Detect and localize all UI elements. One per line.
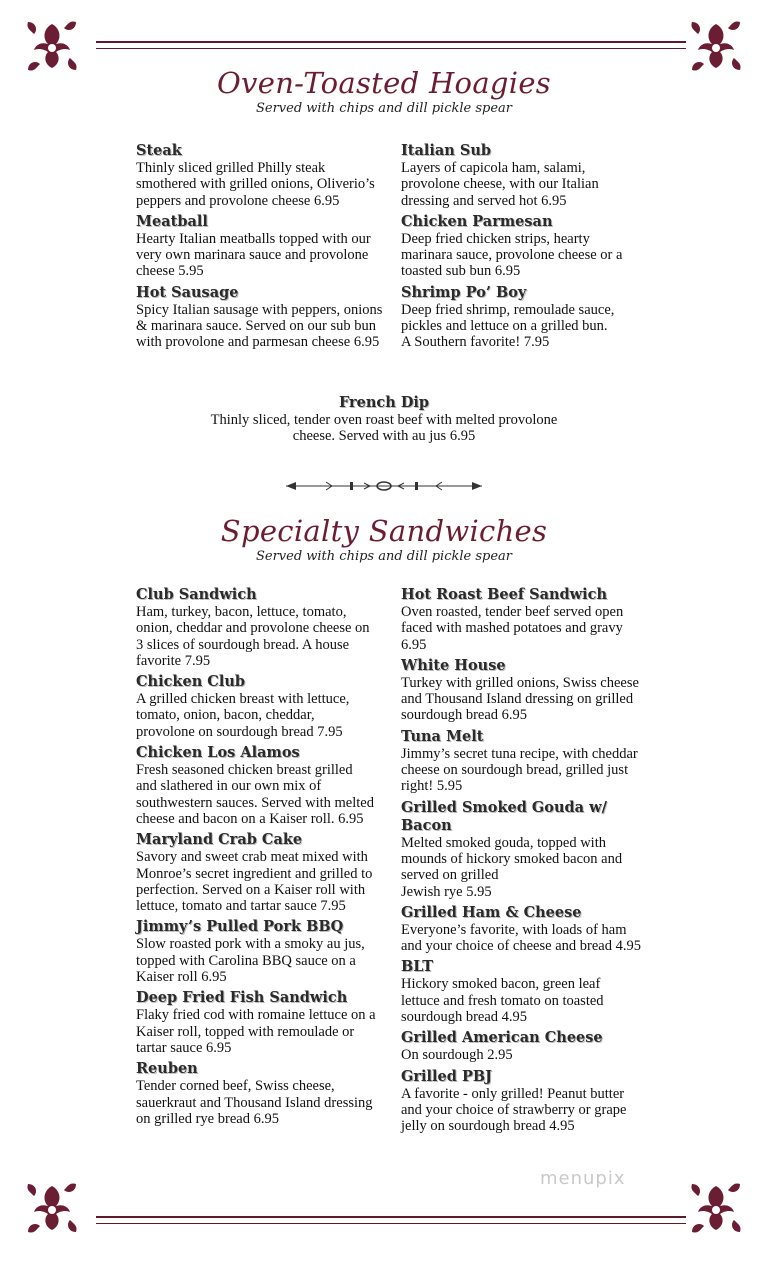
item-description: Jimmy’s secret tuna recipe, with cheddar cheese on sourdough bread, grilled just right! 5.95 (401, 745, 638, 795)
menu-item (136, 213, 386, 280)
item-name: Shrimp Po’ Boy (401, 283, 527, 301)
item-name: Hot Sausage (136, 283, 239, 301)
item-description: Hearty Italian meatballs topped with our very own marinara sauce and provolone cheese 5.95 (136, 230, 371, 280)
item-name: Jimmy’s Pulled Pork BBQ (136, 918, 344, 936)
item-name: Grilled Ham & Cheese (401, 903, 582, 921)
item-name: BLT (401, 958, 434, 976)
top-border-rule (96, 41, 686, 49)
item-description: Savory and sweet crab meat mixed with Monroe’s secret ingredient and grilled to perfection. Served on a Kaiser roll with lettuce, tomato and tartar sauce 7.95 (136, 849, 373, 915)
menu-item (401, 284, 641, 351)
item-name: Reuben (136, 1060, 198, 1078)
item-description: Everyone’s favorite, with loads of ham and your choice of cheese and bread 4.95 (401, 921, 641, 955)
menu-item (136, 989, 376, 1056)
menu-item (401, 1068, 641, 1135)
specialty-right-column (401, 586, 641, 1139)
item-description: Layers of capicola ham, salami, provolone cheese, with our Italian dressing and served hot 6.95 (401, 160, 599, 209)
item-description: On sourdough 2.95 (401, 1047, 513, 1064)
menu-item (401, 142, 641, 209)
menu-item (136, 918, 376, 985)
hoagies-left-column (136, 142, 386, 355)
item-description: Flaky fried cod with romaine lettuce on a Kaiser roll, topped with remoulade or tartar sauce 6.95 (136, 1007, 376, 1056)
item-name: Deep Fried Fish Sandwich (136, 989, 348, 1007)
item-description: Ham, turkey, bacon, lettuce, tomato, onion, cheddar and provolone cheese on 3 slices of sourdough bread. A house favorite 7.95 (136, 604, 370, 669)
item-description: Slow roasted pork with a smoky au jus, topped with Carolina BBQ sauce on a Kaiser roll 6.95 (136, 936, 365, 986)
item-description: Hickory smoked bacon, green leaf lettuce and fresh tomato on toasted sourdough bread 4.95 (401, 976, 604, 1026)
menu-item (401, 586, 641, 653)
menu-item (401, 799, 641, 900)
item-description: Tender corned beef, Swiss cheese, sauerkraut and Thousand Island dressing on grilled rye bread 6.95 (136, 1078, 373, 1127)
item-description: Melted smoked gouda, topped with mounds of hickory smoked bacon and served on grilled Jewish rye 5.95 (401, 834, 623, 900)
item-name: Steak (136, 142, 182, 159)
item-name: Chicken Club (136, 673, 246, 691)
menu-item (136, 586, 376, 669)
item-name: Chicken Los Alamos (136, 744, 300, 762)
hoagies-right-column (401, 142, 641, 355)
hoagies-title: Oven-Toasted Hoagies (216, 66, 551, 100)
item-name: Hot Roast Beef Sandwich (401, 586, 608, 603)
menu-item (136, 744, 376, 827)
item-description: Deep fried chicken strips, hearty marinara sauce, provolone cheese or a toasted sub bun 6.95 (401, 230, 623, 280)
menu-item (136, 142, 386, 209)
section-divider-ornament (286, 480, 482, 492)
menu-item (401, 213, 641, 280)
item-name: Grilled PBJ (401, 1067, 492, 1085)
item-description: Thinly sliced grilled Philly steak smothered with grilled onions, Oliverio’s peppers and provolone cheese 6.95 (136, 160, 375, 209)
item-description: A favorite - only grilled! Peanut butter and your choice of strawberry or grape jelly on sourdough bread 4.95 (401, 1085, 627, 1135)
item-name: Club Sandwich (136, 586, 257, 603)
item-name: White House (401, 656, 506, 674)
specialty-subtitle: Served with chips and dill pickle spear (255, 549, 513, 564)
item-name: Grilled Smoked Gouda w/ Bacon (401, 798, 607, 834)
watermark-text: menupix (540, 1168, 626, 1189)
hoagies-subtitle: Served with chips and dill pickle spear (255, 101, 513, 116)
item-description: Spicy Italian sausage with peppers, onions & marinara sauce. Served on our sub bun with provolone and parmesan cheese 6.95 (136, 301, 383, 351)
specialty-left-column (136, 586, 376, 1131)
menu-item (401, 1029, 641, 1063)
fleur-ornament-icon (688, 1180, 744, 1236)
item-name: Tuna Melt (401, 727, 484, 745)
item-description: Turkey with grilled onions, Swiss cheese and Thousand Island dressing on grilled sourdough bread 6.95 (401, 674, 639, 724)
menu-item (401, 958, 641, 1025)
item-name: French Dip (338, 394, 430, 411)
menu-item (401, 904, 641, 955)
item-name: Meatball (136, 212, 208, 230)
menu-item (136, 673, 376, 740)
menu-item (401, 657, 641, 724)
menu-item-centered (184, 394, 584, 445)
menu-item (136, 284, 386, 351)
item-description: Deep fried shrimp, remoulade sauce, pickles and lettuce on a grilled bun. A Southern favorite! 7.95 (401, 301, 615, 351)
menu-item (136, 1060, 376, 1127)
item-description: Fresh seasoned chicken breast grilled and slathered in our own mix of southwestern sauces. Served with melted cheese and bacon on a Kaiser roll. 6.95 (136, 762, 374, 827)
specialty-title: Specialty Sandwiches (220, 514, 548, 548)
bottom-border-rule (96, 1216, 686, 1224)
item-description: A grilled chicken breast with lettuce, tomato, onion, bacon, cheddar, provolone on sourdough bread 7.95 (136, 691, 350, 740)
menu-item (136, 831, 376, 914)
item-name: Italian Sub (401, 142, 492, 159)
item-description: Thinly sliced, tender oven roast beef with melted provolone cheese. Served with au jus 6.95 (210, 412, 558, 445)
item-name: Grilled American Cheese (401, 1029, 603, 1047)
item-name: Maryland Crab Cake (136, 831, 303, 849)
menu-item (401, 728, 641, 795)
fleur-ornament-icon (24, 1180, 80, 1236)
item-name: Chicken Parmesan (401, 212, 553, 230)
item-description: Oven roasted, tender beef served open faced with mashed potatoes and gravy 6.95 (401, 604, 624, 653)
